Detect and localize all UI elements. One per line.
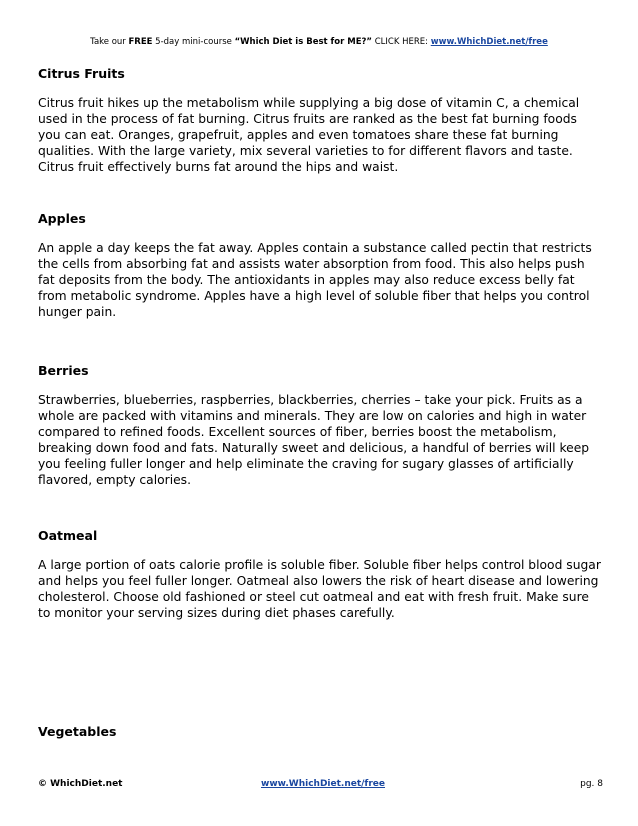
- section-vegetables: [38, 723, 603, 740]
- section-apples: [38, 210, 603, 321]
- header-middle: 5-day mini-course: [152, 37, 235, 47]
- section-citrus-fruits: [38, 65, 603, 176]
- section-title: Apples: [38, 211, 86, 226]
- section-body: An apple a day keeps the fat away. Apples contain a substance called pectin that restricts the cells from absorbing fat and assists water absorption from food. This also helps push fat deposits from the body. The antioxidants in apples may also reduce excess belly fat from metabolic syndrome. Apples have a high level of soluble fiber that helps you control hunger pain.: [38, 241, 592, 319]
- section-title: Berries: [38, 363, 89, 378]
- header-prefix: Take our: [90, 37, 129, 47]
- footer-copyright: © WhichDiet.net: [38, 779, 123, 789]
- section-berries: [38, 362, 603, 488]
- section-title: Oatmeal: [38, 528, 98, 543]
- page-number: pg. 8: [580, 779, 603, 789]
- header-click-text: CLICK HERE:: [372, 37, 431, 47]
- page-footer: [38, 779, 603, 793]
- page-header: [0, 37, 638, 47]
- header-free: FREE: [128, 37, 153, 47]
- section-body: A large portion of oats calorie profile is soluble fiber. Soluble fiber helps control blood sugar and helps you feel fuller longer. Oatmeal also lowers the risk of heart disease and lowering cholesterol. Choose old fashioned or steel cut oatmeal and eat with fresh fruit. Make sure to monitor your serving sizes during diet phases carefully.: [38, 558, 601, 620]
- section-oatmeal: [38, 527, 603, 622]
- header-link[interactable]: www.WhichDiet.net/free: [430, 37, 548, 47]
- section-title: Citrus Fruits: [38, 66, 125, 81]
- section-body: Strawberries, blueberries, raspberries, blackberries, cherries – take your pick. Fruits as a whole are packed with vitamins and minerals. They are low on calories and high in water compared to refined foods. Excellent sources of fiber, berries boost the metabolism, breaking down food and fats. Naturally sweet and delicious, a handful of berries will keep you feeling fuller longer and help eliminate the craving for sugary glasses of artificially flavored, empty calories.: [38, 393, 590, 487]
- header-course-title: “Which Diet is Best for ME?”: [234, 37, 373, 47]
- section-title: Vegetables: [38, 724, 117, 739]
- section-body: Citrus fruit hikes up the metabolism while supplying a big dose of vitamin C, a chemical used in the process of fat burning. Citrus fruits are ranked as the best fat burning foods you can eat. Oranges, grapefruit, apples and even tomatoes share these fat burning qualities. With the large variety, mix several varieties to for different flavors and taste. Citrus fruit effectively burns fat around the hips and waist.: [38, 96, 580, 174]
- footer-link[interactable]: www.WhichDiet.net/free: [261, 779, 385, 789]
